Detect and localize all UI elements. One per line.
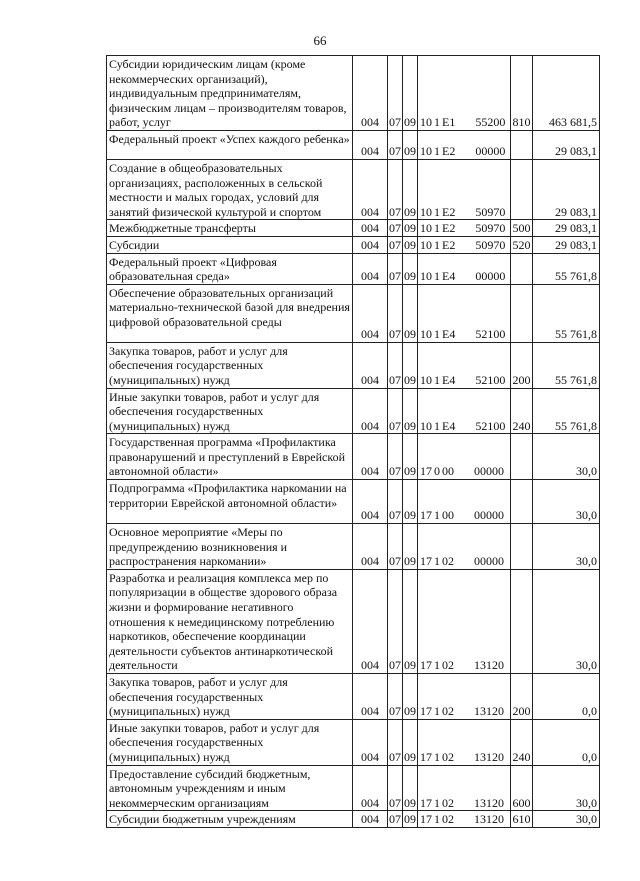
ministry-code: 004 (353, 811, 388, 828)
table-row (107, 480, 600, 524)
direction-code: 13120 (474, 704, 504, 719)
amount-value: 30,0 (533, 569, 600, 673)
subprogram-code: 1 (434, 418, 440, 433)
subprogram-code: 1 (434, 508, 440, 523)
subsection-code: 09 (403, 674, 418, 720)
target-article (418, 342, 511, 388)
expense-type-code (511, 434, 533, 480)
subprogram-code: 1 (434, 327, 440, 342)
section-code: 07 (388, 765, 403, 811)
section-code: 07 (388, 342, 403, 388)
expense-type-code: 520 (512, 237, 531, 252)
row-description: Подпрограмма «Профилактика наркомании на территории Еврейской автономной области» (107, 480, 353, 524)
subsection-code: 09 (403, 569, 418, 673)
expense-type-code (511, 524, 533, 570)
subsection-code: 09 (403, 253, 418, 284)
table-row (107, 159, 600, 219)
subsection-code: 09 (403, 342, 418, 388)
target-article (418, 284, 511, 342)
subsection-code: 09 (403, 434, 418, 480)
ministry-code: 004 (353, 284, 388, 342)
ministry-code: 004 (353, 220, 388, 237)
ministry-code: 004 (353, 674, 388, 720)
subsection-code: 09 (403, 719, 418, 765)
expense-type-code: 610 (512, 812, 531, 827)
target-article (418, 434, 511, 480)
target-article (418, 674, 511, 720)
row-description: Основное мероприятие «Меры по предупреждению возникновения и распространения наркомании» (107, 524, 353, 570)
section-code: 07 (389, 237, 401, 252)
expense-type-code: 240 (511, 719, 533, 765)
program-code: 10 (420, 372, 432, 387)
subsection-code: 09 (404, 812, 416, 827)
subprogram-code: 0 (434, 464, 440, 479)
section-code: 07 (388, 284, 403, 342)
section-code: 07 (389, 221, 401, 236)
direction-code: 13120 (474, 749, 504, 764)
table-row (107, 524, 600, 570)
amount-value: 30,0 (533, 811, 600, 828)
target-article (418, 56, 511, 131)
subprogram-code: 1 (434, 554, 440, 569)
table-row (107, 342, 600, 388)
row-description: Федеральный проект «Успех каждого ребенка» (107, 130, 353, 159)
expense-type-code (511, 284, 533, 342)
ministry-code: 004 (353, 480, 388, 524)
program-code: 10 (420, 418, 432, 433)
amount-value: 463 681,5 (533, 56, 600, 131)
direction-code: 00000 (475, 269, 506, 284)
section-code: 07 (388, 388, 403, 434)
subsection-code: 09 (403, 388, 418, 434)
row-description: Закупка товаров, работ и услуг для обеспечения государственных (муниципальных) нужд (107, 674, 353, 720)
expense-type-code (511, 569, 533, 673)
amount-value: 29 083,1 (533, 159, 600, 219)
direction-code: 00000 (475, 144, 506, 159)
row-description: Субсидии юридическим лицам (кроме некоммерческих организаций), индивидуальным предпринимателям, физическим лицам – производителям товаров, работ, услуг (107, 56, 353, 131)
amount-value: 30,0 (533, 765, 600, 811)
subprogram-code: 1 (434, 269, 440, 284)
section-code: 07 (388, 56, 403, 131)
table-row (107, 674, 600, 720)
amount-value: 55 761,8 (533, 388, 600, 434)
amount-value: 30,0 (533, 434, 600, 480)
activity-code: E1 (442, 115, 456, 130)
section-code: 07 (388, 159, 403, 219)
section-code: 07 (388, 434, 403, 480)
program-code: 10 (420, 237, 432, 252)
amount-value: 29 083,1 (533, 220, 600, 237)
subprogram-code: 1 (434, 115, 440, 130)
ministry-code: 004 (353, 342, 388, 388)
direction-code: 52100 (475, 327, 506, 342)
direction-code: 00000 (474, 508, 504, 523)
amount-value: 30,0 (533, 480, 600, 524)
target-article (418, 524, 511, 570)
program-code: 17 (420, 704, 432, 719)
target-article (418, 236, 511, 253)
row-description: Закупка товаров, работ и услуг для обеспечения государственных (муниципальных) нужд (107, 342, 353, 388)
expense-type-code (511, 480, 533, 524)
program-code: 17 (420, 554, 432, 569)
section-code: 07 (388, 719, 403, 765)
subprogram-code: 1 (434, 749, 440, 764)
program-code: 17 (420, 812, 432, 827)
subsection-code: 09 (403, 765, 418, 811)
subprogram-code: 1 (434, 221, 440, 236)
activity-code: 00 (442, 464, 454, 479)
expense-type-code: 500 (512, 221, 531, 236)
expense-type-code: 240 (511, 388, 533, 434)
activity-code: E2 (442, 221, 456, 236)
expense-type-code: 600 (511, 765, 533, 811)
program-code: 10 (420, 144, 432, 159)
activity-code: E4 (442, 372, 456, 387)
ministry-code: 004 (353, 388, 388, 434)
program-code: 17 (420, 795, 432, 810)
table-row (107, 56, 600, 131)
table-row (107, 719, 600, 765)
activity-code: 02 (442, 704, 454, 719)
section-code: 07 (388, 480, 403, 524)
program-code: 10 (420, 115, 432, 130)
activity-code: E4 (442, 269, 456, 284)
section-code: 07 (388, 253, 403, 284)
program-code: 17 (420, 658, 432, 673)
target-article (418, 253, 511, 284)
table-row (107, 811, 600, 828)
subprogram-code: 1 (434, 795, 440, 810)
target-article (418, 569, 511, 673)
ministry-code: 004 (353, 434, 388, 480)
expense-type-code (511, 253, 533, 284)
table-row (107, 236, 600, 253)
row-description: Государственная программа «Профилактика правонарушений и преступлений в Еврейской автономной области» (107, 434, 353, 480)
target-article (418, 765, 511, 811)
section-code: 07 (389, 812, 401, 827)
row-description: Иные закупки товаров, работ и услуг для обеспечения государственных (муниципальных) нужд (107, 388, 353, 434)
row-description: Предоставление субсидий бюджетным, автономным учреждениям и иным некоммерческим организациям (107, 765, 353, 811)
target-article (418, 388, 511, 434)
direction-code: 52100 (475, 372, 506, 387)
target-article (418, 719, 511, 765)
expense-type-code: 200 (511, 674, 533, 720)
subprogram-code: 1 (434, 237, 440, 252)
program-code: 10 (420, 327, 432, 342)
activity-code: E2 (442, 237, 456, 252)
page-number: 66 (313, 33, 327, 48)
ministry-code: 004 (353, 569, 388, 673)
program-code: 10 (420, 269, 432, 284)
subprogram-code: 1 (434, 144, 440, 159)
amount-value: 0,0 (533, 719, 600, 765)
program-code: 10 (420, 221, 432, 236)
subprogram-code: 1 (434, 704, 440, 719)
section-code: 07 (388, 524, 403, 570)
subsection-code: 09 (403, 56, 418, 131)
activity-code: E4 (442, 418, 456, 433)
ministry-code: 004 (353, 765, 388, 811)
row-description: Межбюджетные трансферты (107, 220, 353, 237)
row-description: Субсидии бюджетным учреждениям (107, 811, 353, 828)
activity-code: E4 (442, 327, 456, 342)
activity-code: 00 (442, 508, 454, 523)
activity-code: E2 (442, 144, 456, 159)
row-description: Субсидии (107, 236, 353, 253)
table-row (107, 130, 600, 159)
amount-value: 55 761,8 (533, 284, 600, 342)
subprogram-code: 1 (434, 204, 440, 219)
subprogram-code: 1 (434, 658, 440, 673)
subprogram-code: 1 (434, 812, 440, 827)
section-code: 07 (388, 674, 403, 720)
direction-code: 52100 (475, 418, 506, 433)
target-article (418, 130, 511, 159)
table-row (107, 284, 600, 342)
target-article (418, 159, 511, 219)
program-code: 17 (420, 749, 432, 764)
direction-code: 55200 (475, 115, 506, 130)
direction-code: 13120 (474, 812, 504, 827)
target-article (418, 220, 511, 237)
table-row (107, 765, 600, 811)
table-body (107, 56, 600, 828)
section-code: 07 (388, 130, 403, 159)
amount-value: 55 761,8 (533, 253, 600, 284)
activity-code: 02 (442, 812, 454, 827)
amount-value: 0,0 (533, 674, 600, 720)
expense-type-code (511, 130, 533, 159)
section-code: 07 (388, 569, 403, 673)
table-row (107, 253, 600, 284)
row-description: Создание в общеобразовательных организациях, расположенных в сельской местности и малых городах, условий для занятий физической культурой и спортом (107, 159, 353, 219)
activity-code: 02 (442, 795, 454, 810)
table-row (107, 388, 600, 434)
direction-code: 50970 (475, 204, 506, 219)
direction-code: 13120 (474, 658, 504, 673)
subsection-code: 09 (403, 284, 418, 342)
ministry-code: 004 (353, 236, 388, 253)
subsection-code: 09 (404, 221, 416, 236)
amount-value: 55 761,8 (533, 342, 600, 388)
subsection-code: 09 (403, 130, 418, 159)
subprogram-code: 1 (434, 372, 440, 387)
activity-code: E2 (442, 204, 456, 219)
ministry-code: 004 (353, 130, 388, 159)
activity-code: 02 (442, 749, 454, 764)
program-code: 17 (420, 464, 432, 479)
table-row (107, 569, 600, 673)
row-description: Обеспечение образовательных организаций материально-технической базой для внедрения цифровой образовательной среды (107, 284, 353, 342)
ministry-code: 004 (353, 159, 388, 219)
ministry-code: 004 (353, 253, 388, 284)
row-description: Разработка и реализация комплекса мер по популяризации в обществе здорового образа жизни и формирование негативного отношения к немедицинскому потреблению наркотиков, обеспечение координации деятельности субъектов антинаркотической деятельности (107, 569, 353, 673)
direction-code: 50970 (475, 221, 506, 236)
direction-code: 13120 (474, 795, 504, 810)
subsection-code: 09 (403, 524, 418, 570)
row-description: Федеральный проект «Цифровая образовательная среда» (107, 253, 353, 284)
expense-type-code: 810 (511, 56, 533, 131)
expense-type-code (511, 159, 533, 219)
amount-value: 30,0 (533, 524, 600, 570)
amount-value: 29 083,1 (533, 236, 600, 253)
direction-code: 00000 (474, 554, 504, 569)
direction-code: 50970 (475, 237, 506, 252)
target-article (418, 480, 511, 524)
program-code: 10 (420, 204, 432, 219)
direction-code: 00000 (474, 464, 504, 479)
activity-code: 02 (442, 658, 454, 673)
budget-table (106, 55, 600, 828)
ministry-code: 004 (353, 719, 388, 765)
row-description: Иные закупки товаров, работ и услуг для обеспечения государственных (муниципальных) нужд (107, 719, 353, 765)
program-code: 17 (420, 508, 432, 523)
amount-value: 29 083,1 (533, 130, 600, 159)
target-article (418, 811, 511, 828)
table-row (107, 220, 600, 237)
subsection-code: 09 (403, 159, 418, 219)
activity-code: 02 (442, 554, 454, 569)
subsection-code: 09 (403, 480, 418, 524)
ministry-code: 004 (353, 56, 388, 131)
subsection-code: 09 (404, 237, 416, 252)
ministry-code: 004 (353, 524, 388, 570)
table-row (107, 434, 600, 480)
expense-type-code: 200 (511, 342, 533, 388)
